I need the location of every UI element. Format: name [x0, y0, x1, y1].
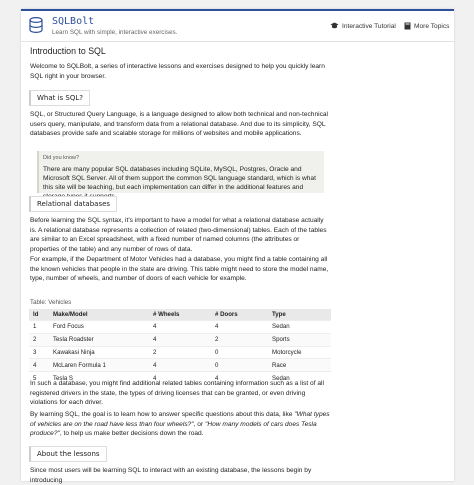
- nav-tutorial-label[interactable]: Interactive Tutorial: [342, 22, 396, 30]
- table-cell: 1: [29, 321, 49, 334]
- book-icon: [404, 22, 411, 30]
- table-cell: Tesla S: [49, 372, 149, 384]
- goal-question-1: "What types of vehicles are on the road have less than four wheels?": [30, 411, 330, 428]
- table-cell: Ford Focus: [49, 321, 149, 334]
- table-cell: 2: [149, 346, 211, 359]
- column-header: Make/Model: [49, 309, 149, 321]
- table-cell: 4: [29, 359, 49, 372]
- section-heading-what-is-sql: What is SQL?: [29, 90, 90, 106]
- column-header: # Doors: [211, 309, 268, 321]
- section-heading-relational-databases: Relational databases: [29, 196, 117, 212]
- top-margin: [0, 0, 474, 9]
- goal-text-post: , to help us make better decisions down the road.: [59, 430, 204, 437]
- page-title: Introduction to SQL: [30, 46, 106, 56]
- table-cell: Tesla Roadster: [49, 333, 149, 346]
- relational-paragraph-2: For example, if the Department of Motor Vehicles had a database, you might find a table containing all the known vehicles that people in the state are driving. This table might need to store the model name, type, number of wheels, and number of doors of each vehicle for example.: [30, 256, 329, 282]
- table-cell: 4: [149, 359, 211, 372]
- table-cell: 0: [211, 346, 268, 359]
- goal-question-2: "How many models of cars does Tesla produce?": [30, 420, 317, 437]
- table-row: [29, 321, 331, 334]
- section-heading-about-lessons: About the lessons: [29, 446, 107, 462]
- table-cell: 4: [149, 372, 211, 384]
- table-cell: Sedan: [268, 372, 331, 384]
- table-cell: Sedan: [268, 321, 331, 334]
- table-row: [29, 333, 331, 346]
- relational-paragraph-1: Before learning the SQL syntax, it's important to have a model for what a relational database actually is. A relational database represents a collection of related (two-dimensional) tables. Each of the tables are similar to an Excel spreadsheet, with a fixed number of named columns (the attributes or properties of the table) and any number of rows of data.: [30, 217, 327, 253]
- tagline: Learn SQL with simple, interactive exercises.: [52, 29, 178, 36]
- table-cell: Race: [268, 359, 331, 372]
- table-cell: 4: [211, 321, 268, 334]
- callout-body: There are many popular SQL databases including SQLite, MySQL, Postgres, Oracle and Microsoft SQL Server. All of them support the common SQL language standard, which is what this site will be teaching, but each implementation can differ in the additional features and: [43, 166, 316, 191]
- database-logo-icon[interactable]: [29, 17, 43, 33]
- did-you-know-callout: [37, 151, 324, 193]
- goal-paragraph: [30, 410, 330, 439]
- intro-paragraph: Welcome to SQLBolt, a series of interactive lessons and exercises designed to help you quickly learn SQL right in your browser.: [30, 63, 325, 80]
- page-card: [21, 9, 454, 484]
- nav-interactive-tutorial[interactable]: [330, 22, 396, 30]
- brand-name[interactable]: SQLBolt: [52, 16, 95, 27]
- table-cell: McLaren Formula 1: [49, 359, 149, 372]
- table-cell: 3: [29, 346, 49, 359]
- table-cell: 5: [29, 372, 49, 384]
- table-row: [29, 346, 331, 359]
- goal-text-pre: By learning SQL, the goal is to learn how to answer specific questions about this data, like: [30, 411, 295, 418]
- column-header: # Wheels: [149, 309, 211, 321]
- goal-text-mid: , or: [193, 420, 205, 428]
- after-table-paragraph: In such a database, you might find additional related tables containing information such as a list of all registered drivers in the state, the types of driving licenses that can be granted, or even driving violations for each driver.: [30, 380, 324, 406]
- site-header: [21, 11, 454, 42]
- table-row: [29, 359, 331, 372]
- table-cell: Motorcycle: [268, 346, 331, 359]
- nav-more-topics[interactable]: [404, 22, 449, 30]
- callout-caption: Did you know?: [43, 155, 80, 161]
- table-caption: Table: Vehicles: [30, 299, 72, 306]
- column-header: Type: [268, 309, 331, 321]
- graduation-cap-icon: [330, 22, 339, 30]
- table-cell: Sports: [268, 333, 331, 346]
- table-cell: 4: [211, 372, 268, 384]
- nav-more-label[interactable]: More Topics: [414, 22, 450, 30]
- vehicles-table: [29, 309, 331, 384]
- column-header: Id: [29, 309, 49, 321]
- table-cell: 2: [29, 333, 49, 346]
- table-cell: 2: [211, 333, 268, 346]
- table-cell: 4: [149, 333, 211, 346]
- table-cell: 4: [149, 321, 211, 334]
- about-paragraph: Since most users will be learning SQL to interact with an existing database, the lessons begin by introducing: [30, 467, 312, 484]
- table-header-row: [29, 309, 331, 321]
- table-cell: Kawakasi Ninja: [49, 346, 149, 359]
- table-cell: 0: [211, 359, 268, 372]
- what-is-sql-paragraph: SQL, or Structured Query Language, is a language designed to allow both technical and non-technical users query, manipulate, and transform data from a relational database. And due to its simplicity, SQL databases provide safe and scalable storage for millions of websites and mobile applications.: [30, 111, 329, 137]
